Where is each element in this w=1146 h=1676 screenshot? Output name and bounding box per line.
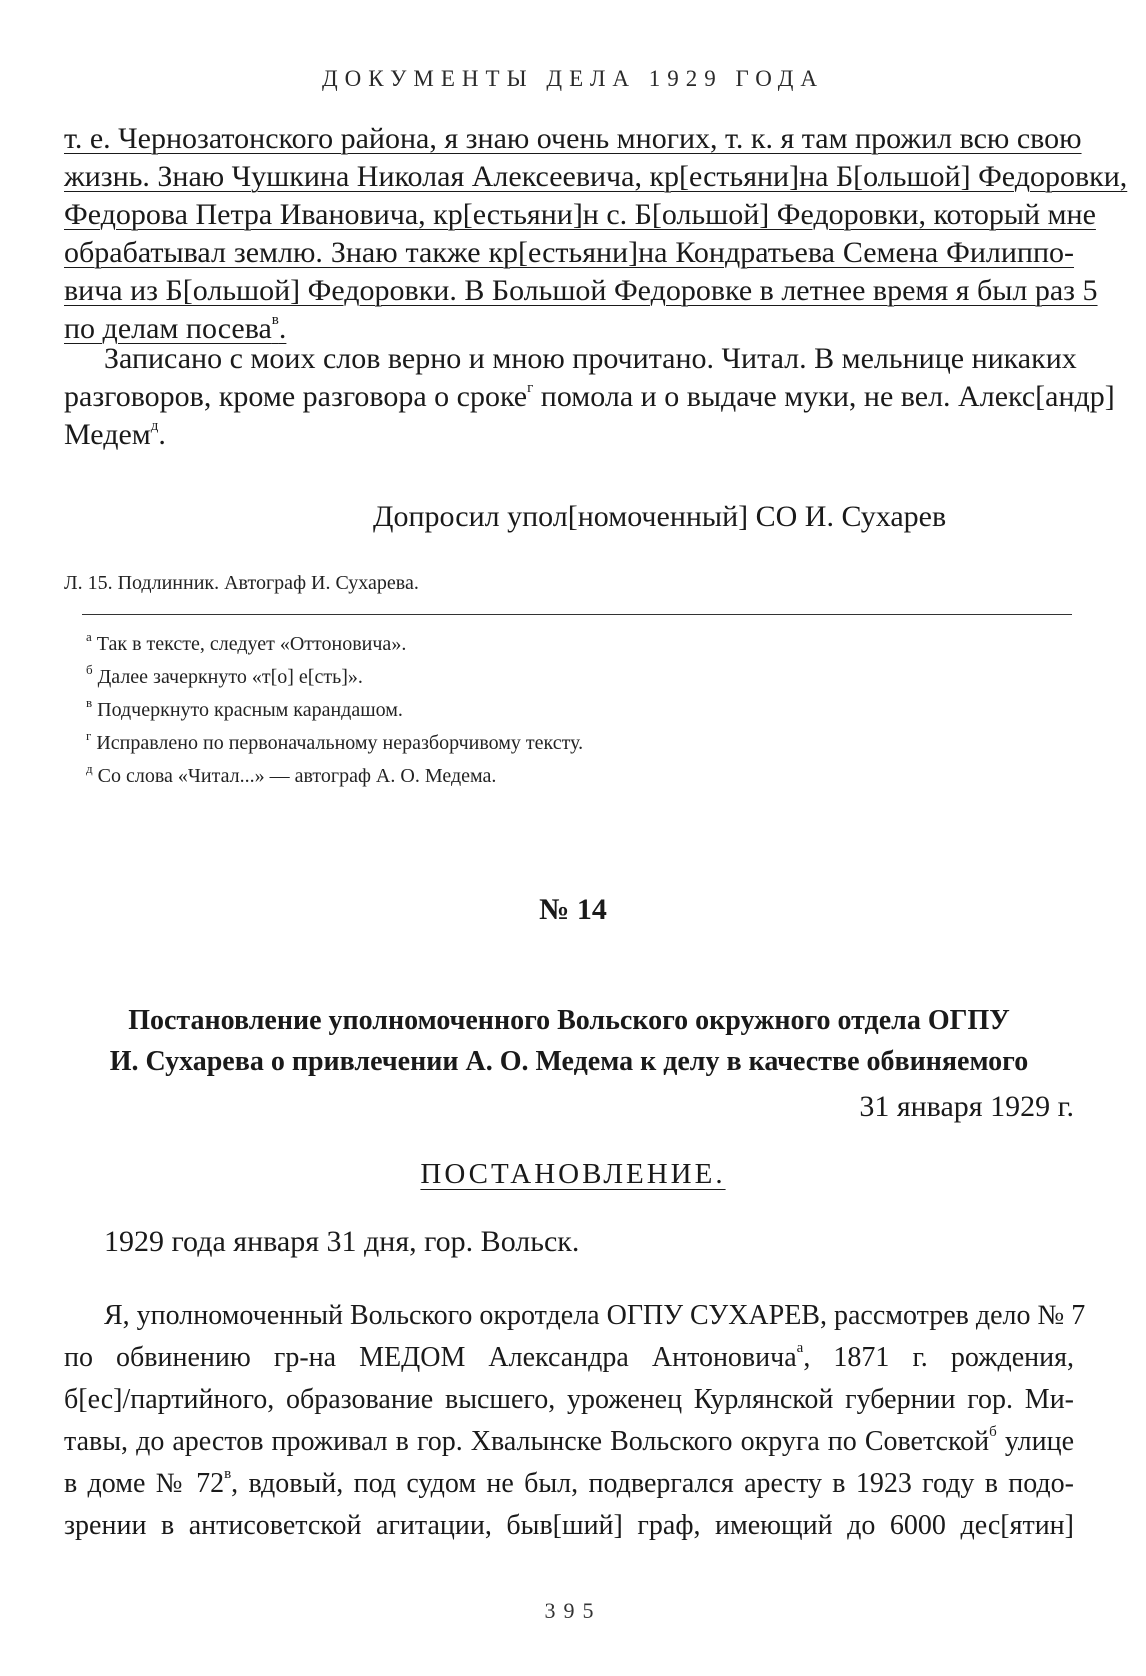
footnote-mark: б <box>86 662 93 677</box>
footnote-mark: г <box>527 380 534 396</box>
footnote <box>86 760 1066 793</box>
text-line <box>64 378 1115 416</box>
footnote-mark: в <box>271 312 279 328</box>
footnote-divider <box>82 614 1072 615</box>
text-line: зрении в антисоветской агитации, быв[ший] граф, имеющий до 6000 дес[ятин] <box>64 1510 1074 1541</box>
text-line: по делам посева$^в$. <box>64 312 287 345</box>
text-span: , 1871 г. рождения, <box>803 1342 1074 1373</box>
text-span: разговоров, кроме разговора о сроке <box>64 380 528 413</box>
footnote-text: Со слова «Читал...» — автограф А. О. Медема. <box>97 765 497 787</box>
testimony-paragraph <box>64 120 1128 348</box>
resolution-heading: ПОСТАНОВЛЕНИЕ. <box>420 1158 726 1190</box>
archive-note: Л. 15. Подлинник. Автограф И. Сухарева. <box>64 572 419 594</box>
text-line: т. е. Чернозатонского района, я знаю очень многих, т. к. я там прожил всю свою <box>64 122 1082 155</box>
footnote-mark: в <box>86 695 93 710</box>
text-line: Записано с моих слов верно и мною прочитано. Читал. В мельнице никаких <box>104 342 1077 375</box>
text-line: вича из Б[ольшой] Федоровки. В Большой Федоровке в летнее время я был раз 5 <box>64 274 1098 307</box>
place-date: 1929 года января 31 дня, гор. Вольск. <box>104 1225 580 1258</box>
document-title-line: И. Сухарева о привлечении А. О. Медема к делу в качестве обвиняемого <box>109 1046 1029 1077</box>
document-title <box>64 1000 1074 1082</box>
text-line: Федорова Петра Ивановича, кр[естьяни]н с. Б[ольшой] Федоровки, который мне <box>64 198 1096 231</box>
text-line <box>64 1463 1074 1505</box>
text-span: по делам посева <box>64 312 272 345</box>
text-line: Медем$^д$. <box>64 418 166 451</box>
footnote-mark: д <box>150 418 159 434</box>
footnotes <box>86 628 1066 793</box>
text-span: в доме № 72 <box>64 1468 225 1499</box>
text-line: жизнь. Знаю Чушкина Николая Алексеевича, кр[естьяни]на Б[ольшой] Федоровки, <box>64 160 1128 193</box>
footnote-text: Так в тексте, следует «Оттоновича». <box>96 633 407 655</box>
text-span: тавы, до арестов проживал в гор. Хвалынске Вольского округа по Советской <box>64 1426 990 1457</box>
text-line: б[ес]/партийного, образование высшего, уроженец Курлянской губернии гор. Ми- <box>64 1384 1074 1415</box>
interrogator-signature: Допросил упол[номоченный] СО И. Сухарев <box>373 500 947 533</box>
text-span: по обвинению гр-на МЕДОМ Александра Антоновича <box>64 1342 797 1373</box>
text-span: помола и о выдаче муки, не вел. Алекс[андр] <box>533 380 1115 413</box>
footnote-text: Исправлено по первоначальному неразборчивому тексту. <box>96 732 584 754</box>
footnote-text: Подчеркнуто красным карандашом. <box>97 699 403 721</box>
footnote-mark: в <box>224 1466 232 1482</box>
document-date: 31 января 1929 г. <box>859 1090 1074 1123</box>
closing-paragraph <box>64 340 1115 454</box>
text-span: улице <box>996 1426 1075 1457</box>
footnote-mark: д <box>86 761 93 776</box>
footnote-mark: г <box>86 728 92 743</box>
text-line <box>64 1421 1074 1463</box>
footnote <box>86 727 1066 760</box>
text-line: обрабатывал землю. Знаю также кр[естьяни]на Кондратьева Семена Филиппо- <box>64 236 1074 269</box>
text-span: Медем <box>64 418 151 451</box>
text-line: Я, уполномоченный Вольского окротдела ОГПУ СУХАРЕВ, рассмотрев дело № 7 <box>104 1300 1086 1331</box>
running-head: ДОКУМЕНТЫ ДЕЛА 1929 ГОДА <box>321 66 825 91</box>
footnote <box>86 628 1066 661</box>
footnote-mark: а <box>796 1340 804 1356</box>
footnote-mark: б <box>989 1424 997 1440</box>
page-number: 395 <box>544 1598 602 1623</box>
document-number: № 14 <box>539 893 607 926</box>
text-line <box>64 1337 1074 1379</box>
document-title-line: Постановление уполномоченного Вольского окружного отдела ОГПУ <box>128 1005 1010 1036</box>
footnote <box>86 694 1066 727</box>
footnote-text: Далее зачеркнуто «т[о] е[сть]». <box>97 666 363 688</box>
text-span: , вдовый, под судом не был, подвергался аресту в 1923 году в подо- <box>231 1468 1074 1499</box>
footnote <box>86 661 1066 694</box>
footnote-mark: а <box>86 629 92 644</box>
resolution-body <box>64 1295 1086 1547</box>
